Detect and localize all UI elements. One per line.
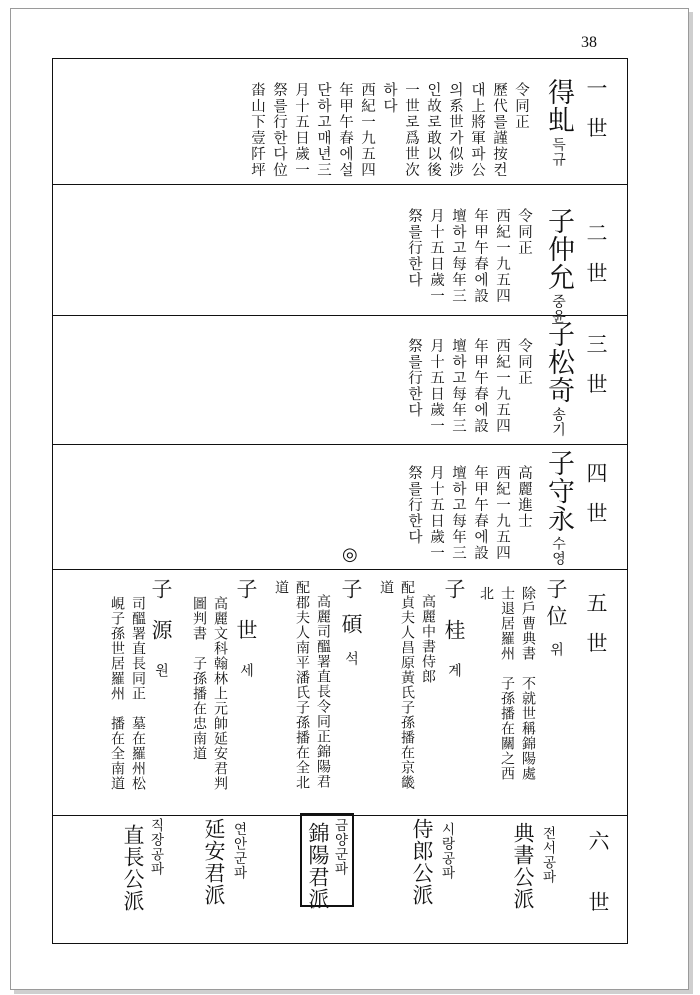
person-name-hanja: 子世 xyxy=(234,578,258,660)
person-description: 高麗中書侍郎 配貞夫人昌原黃氏子孫播在京畿 道 xyxy=(378,580,436,790)
generation-label: 三世 xyxy=(584,333,608,413)
person-name-hanja: 子碩 xyxy=(339,578,363,648)
person-name xyxy=(235,578,256,678)
person-name xyxy=(443,578,464,678)
branch-name-hanja: 延安君派 xyxy=(202,818,226,906)
branch-label xyxy=(203,818,224,906)
person-description: 高麗文科翰林上元帥延安君判 圖判書 子孫播在忠南道 xyxy=(191,596,228,791)
page-number: 38 xyxy=(581,34,597,51)
person-name xyxy=(545,449,572,566)
person-name-hangul: 세 xyxy=(238,663,254,678)
person-name-hangul: 중윤 xyxy=(550,294,566,324)
person-name-hangul: 득규 xyxy=(550,137,566,167)
person-name-hangul: 원 xyxy=(153,663,169,678)
row-divider xyxy=(53,184,627,185)
generation-label: 五世 xyxy=(584,592,608,672)
branch-label xyxy=(122,824,143,912)
person-name xyxy=(340,578,361,666)
person-name-hangul: 수영 xyxy=(550,536,566,566)
branch-name-hanja: 典書公派 xyxy=(511,822,535,910)
row-divider xyxy=(53,569,627,570)
generation-label: 一世 xyxy=(584,77,608,157)
branch-label xyxy=(307,822,328,910)
genealogy-table xyxy=(52,58,628,944)
row-divider xyxy=(53,444,627,445)
person-name-hangul: 위 xyxy=(548,642,564,657)
branch-name-hanja: 錦陽君派 xyxy=(306,822,330,910)
generation-label: 二世 xyxy=(584,222,608,302)
branch-name-hangul: 시랑공파 xyxy=(438,822,455,880)
circle-mark-icon: ◎ xyxy=(342,544,358,565)
person-description: 令同正 西紀一九五四 年甲午春에設 壇하고每年三 月十五日歲一 祭를行한다 xyxy=(406,208,532,304)
branch-name-hanja: 直長公派 xyxy=(121,824,145,912)
person-description: 司醞署直長同正 墓在羅州松 峴子孫世居羅州 播在全南道 xyxy=(109,596,146,791)
person-name-hanja: 子松奇 xyxy=(543,320,574,404)
generation-label: 六世 xyxy=(586,830,610,952)
person-name-hangul: 송기 xyxy=(550,407,566,437)
person-name xyxy=(545,320,572,437)
row-divider xyxy=(53,315,627,316)
person-name xyxy=(150,578,171,678)
person-name-hanja: 子桂 xyxy=(442,578,466,660)
person-name xyxy=(545,578,566,657)
person-name-hanja: 子守永 xyxy=(543,449,574,533)
person-description: 高麗司醞署直長令同正錦陽君 配郡夫人南平潘氏子孫播在全北 道 xyxy=(273,580,331,790)
branch-name-hangul: 전서공파 xyxy=(539,826,556,884)
branch-name-hangul: 연안군파 xyxy=(230,822,247,880)
person-name xyxy=(545,78,572,167)
person-description: 高麗進士 西紀一九五四 年甲午春에設 壇하고每年三 月十五日歲一 祭를行한다 xyxy=(406,465,532,561)
person-name xyxy=(545,207,572,324)
person-name-hanja: 子源 xyxy=(149,578,173,660)
person-description: 令同正 西紀一九五四 年甲午春에設 壇하고每年三 月十五日歲一 祭를行한다 xyxy=(406,338,532,434)
person-name-hanja: 得虬 xyxy=(543,78,574,134)
person-description: 令同正 歷代를謹按컨 대上將軍파公 의系世가似涉 인故로敢以後 一世로爲世次 하다 西紀一九五四 年甲午春에설 단하고매년三 月十五日歲一 祭를行한다位 畓山下壹阡坪 xyxy=(249,82,529,178)
generation-label: 四世 xyxy=(584,462,608,542)
branch-name-hangul: 금양군파 xyxy=(331,818,348,876)
person-name-hangul: 계 xyxy=(446,663,462,678)
person-name-hanja: 子仲允 xyxy=(543,207,574,291)
branch-name-hangul: 직장공파 xyxy=(147,818,164,876)
branch-label xyxy=(512,822,533,910)
branch-name-hanja: 侍郎公派 xyxy=(410,818,434,906)
branch-label xyxy=(411,818,432,906)
person-name-hangul: 석 xyxy=(343,651,359,666)
person-name-hanja: 子位 xyxy=(544,578,568,632)
person-description: 除戶曹典書 不就世稱錦陽處 士退居羅州 子孫播在關之西 北 xyxy=(478,586,536,781)
